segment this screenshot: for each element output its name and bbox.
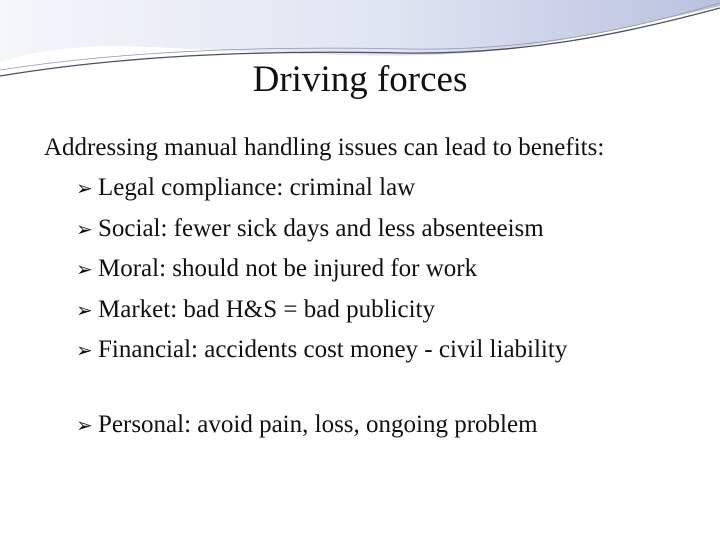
bullet-item — [76, 213, 567, 254]
bullet-item — [76, 172, 567, 213]
bullet-text: Moral: should not be injured for work — [98, 255, 478, 282]
bullet-item — [76, 334, 567, 375]
bullet-item — [76, 409, 567, 450]
intro-text: Addressing manual handling issues can lead to benefits: — [44, 134, 605, 161]
slide-title-text: Driving forces — [252, 59, 468, 100]
arrowhead-icon: ➢ — [76, 412, 93, 437]
bullet-item — [76, 253, 567, 294]
bullet-text: Market: bad H&S = bad publicity — [98, 295, 435, 323]
arrowhead-icon: ➢ — [76, 176, 93, 200]
bullet-item — [76, 294, 567, 335]
bullet-text: Personal: avoid pain, loss, ongoing problem — [98, 410, 538, 438]
arrowhead-icon: ➢ — [76, 297, 93, 322]
arrowhead-icon: ➢ — [76, 257, 93, 281]
bullet-gap — [76, 375, 567, 409]
bullet-text: Legal compliance: criminal law — [98, 174, 416, 201]
bullet-text: Social: fewer sick days and less absenteeism — [98, 214, 544, 242]
bullet-text: Financial: accidents cost money - civil liability — [98, 336, 568, 363]
arrowhead-icon: ➢ — [76, 338, 93, 362]
bullet-list — [76, 172, 567, 449]
arrowhead-icon: ➢ — [76, 216, 93, 241]
slide-title — [0, 58, 720, 102]
